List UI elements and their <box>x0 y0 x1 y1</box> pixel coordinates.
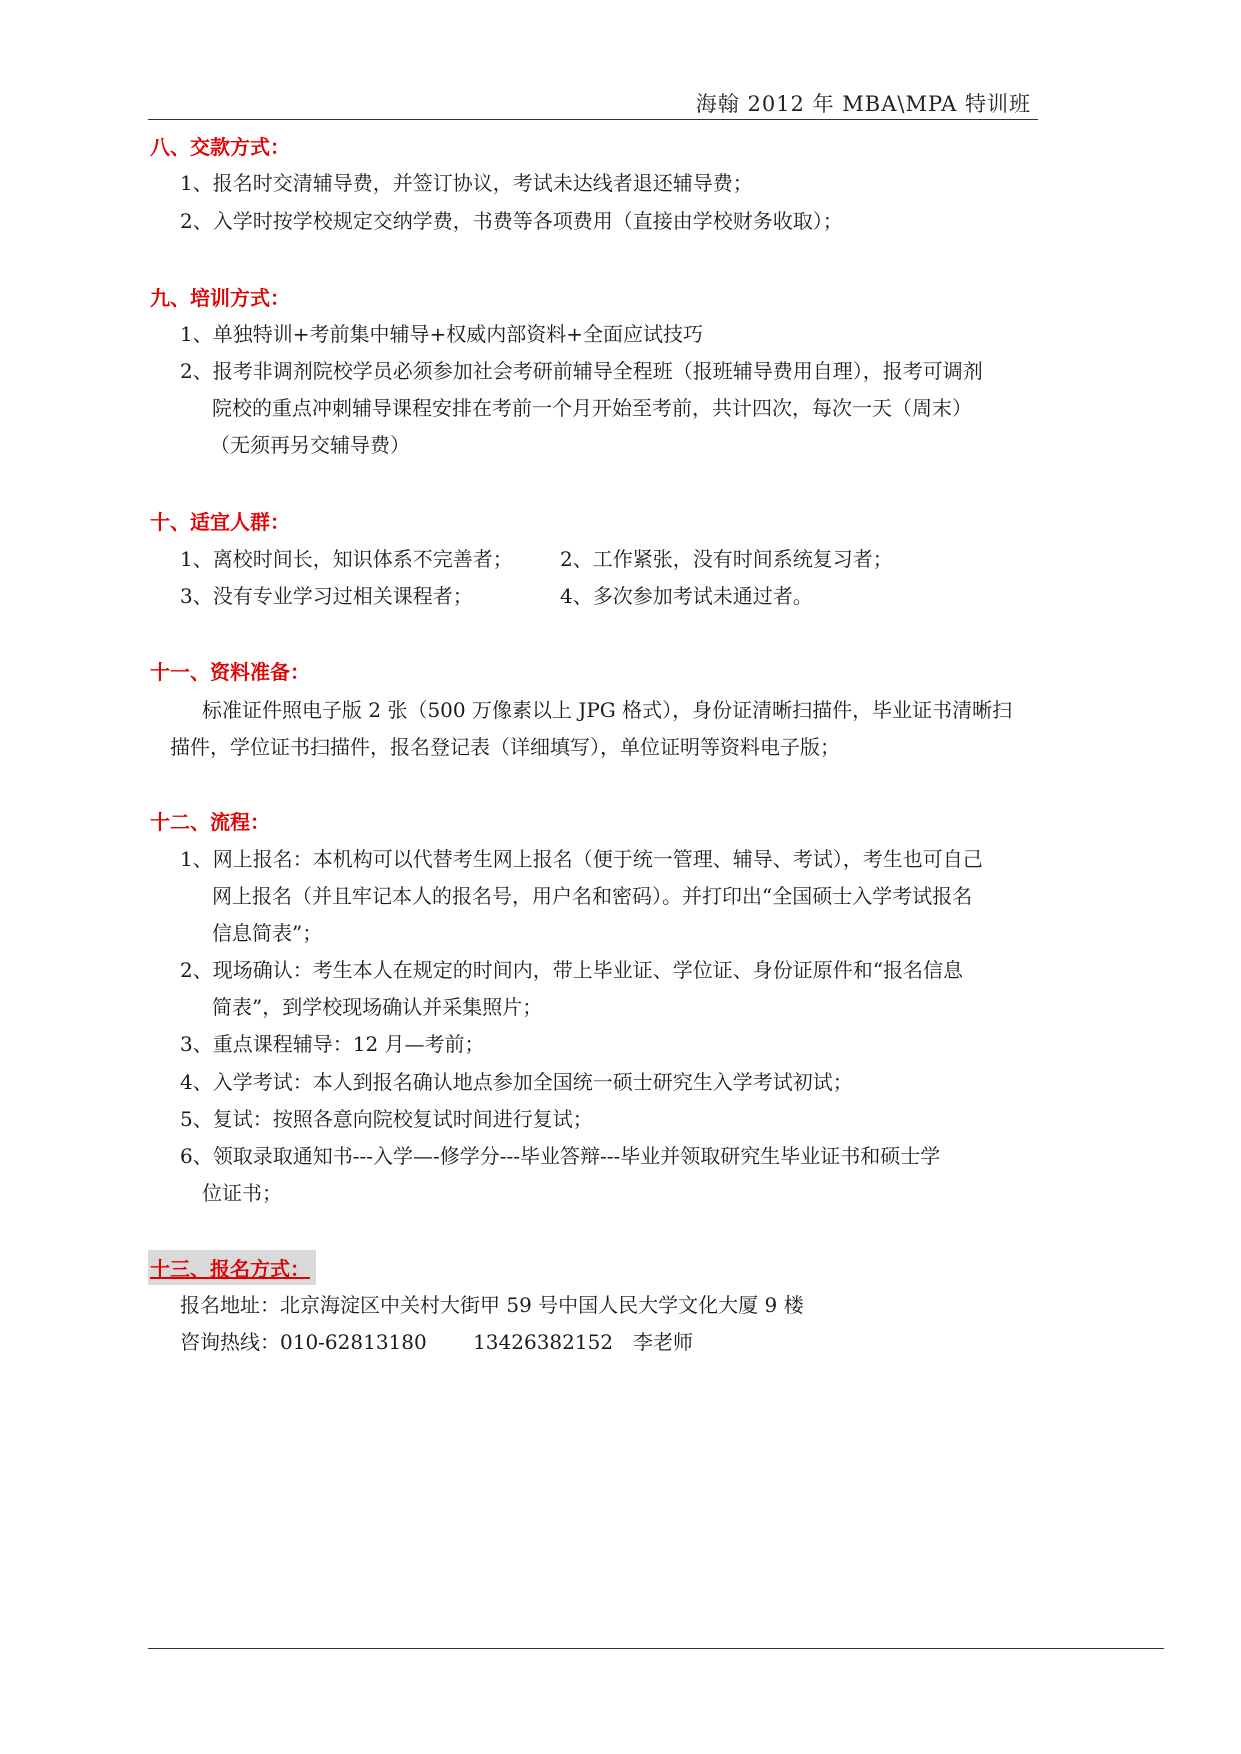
paragraph-line: 标准证件照电子版 2 张（500 万像素以上 JPG 格式），身份证清晰扫描件，毕业证书清晰扫 <box>202 698 1013 722</box>
page-header: 海翰 2012 年 MBA\MPA 特训班 <box>695 92 1031 116</box>
section-heading-training: 九、培训方式： <box>150 286 290 310</box>
list-item-continuation: 院校的重点冲刺辅导课程安排在考前一个月开始至考前，共计四次，每次一天（周末） <box>212 396 972 420</box>
list-item: 1、单独特训+考前集中辅导+权威内部资料+全面应试技巧 <box>180 322 703 346</box>
list-item: 2、报考非调剂院校学员必须参加社会考研前辅导全程班（报班辅导费用自理），报考可调剂 <box>180 359 983 383</box>
list-item: 2、入学时按学校规定交纳学费，书费等各项费用（直接由学校财务收取）； <box>180 209 843 233</box>
list-item: 3、没有专业学习过相关课程者； <box>180 584 473 608</box>
list-item: 4、多次参加考试未通过者。 <box>560 584 813 608</box>
footer-divider <box>148 1648 1164 1649</box>
hotline-line: 咨询热线：010-62813180 13426382152 李老师 <box>180 1330 694 1354</box>
section-heading-registration: 十三、报名方式： <box>148 1250 316 1285</box>
section-heading-audience: 十、适宜人群： <box>150 510 290 534</box>
address-line: 报名地址：北京海淀区中关村大街甲 59 号中国人民大学文化大厦 9 楼 <box>180 1293 804 1317</box>
list-item-continuation: 信息简表”； <box>212 921 323 945</box>
section-heading-process: 十二、流程： <box>150 810 270 834</box>
list-item: 3、重点课程辅导：12 月—考前； <box>180 1032 485 1056</box>
paragraph-line: 描件，学位证书扫描件，报名登记表（详细填写），单位证明等资料电子版； <box>170 735 840 759</box>
list-item: 6、领取录取通知书---入学—-修学分---毕业答辩---毕业并领取研究生毕业证书和硕士学 <box>180 1144 941 1168</box>
list-item: 5、复试：按照各意向院校复试时间进行复试； <box>180 1107 593 1131</box>
list-item-continuation: （无须再另交辅导费） <box>210 433 410 457</box>
list-item-continuation: 位证书； <box>202 1181 282 1205</box>
list-item: 4、入学考试：本人到报名确认地点参加全国统一硕士研究生入学考试初试； <box>180 1070 853 1094</box>
list-item: 2、现场确认：考生本人在规定的时间内，带上毕业证、学位证、身份证原件和“报名信息 <box>180 958 963 982</box>
list-item-continuation: 简表”，到学校现场确认并采集照片； <box>212 995 543 1019</box>
list-item: 1、网上报名：本机构可以代替考生网上报名（便于统一管理、辅导、考试），考生也可自己 <box>180 847 983 871</box>
header-divider <box>148 119 1038 120</box>
list-item: 2、工作紧张，没有时间系统复习者； <box>560 547 893 571</box>
section-heading-materials: 十一、资料准备： <box>150 660 310 684</box>
list-item: 1、离校时间长，知识体系不完善者； <box>180 547 513 571</box>
section-heading-payment: 八、交款方式： <box>150 135 290 159</box>
list-item: 1、报名时交清辅导费，并签订协议，考试未达线者退还辅导费； <box>180 171 753 195</box>
list-item-continuation: 网上报名（并且牢记本人的报名号，用户名和密码）。并打印出“全国硕士入学考试报名 <box>212 884 973 908</box>
